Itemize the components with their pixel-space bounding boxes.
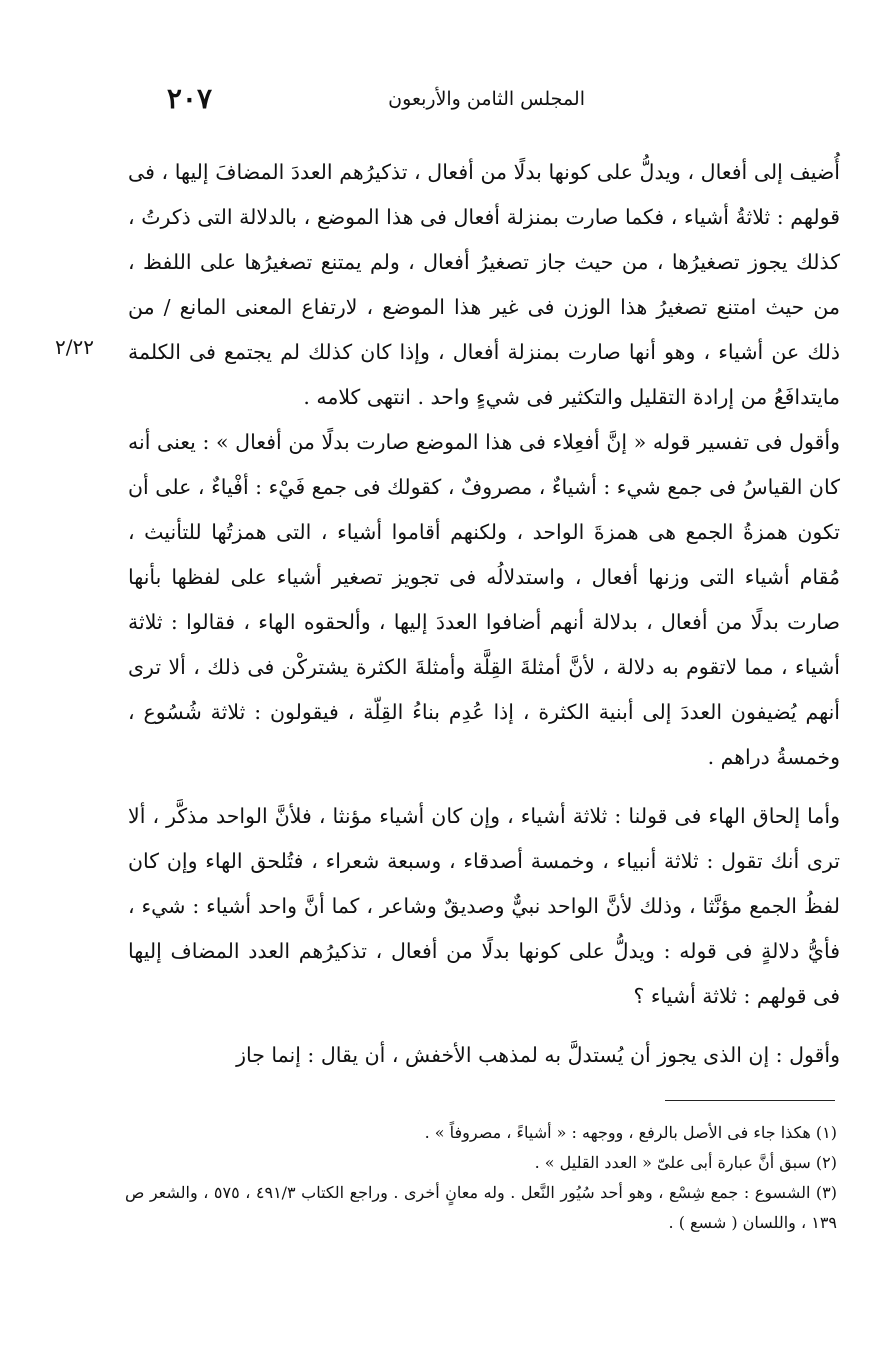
- footnote: (٢) سبق أنَّ عبارة أبى علىّ « العدد القليل » .: [534, 1153, 837, 1172]
- paragraph: وأقول : إن الذى يجوز أن يُستدلَّ به لمذهب الأخفش ، أن يقال : إنما جاز: [236, 1043, 840, 1067]
- paragraph: أُضيف إلى أفعال ، ويدلُّ على كونها بدلًا من أفعال ، تذكيرُهم العددَ المضافَ إليها ، فى قولهم : ثلاثةُ أشياء ، فكما صارت بمنزلة أفعال فى هذا الموضع ، بالدلالة التى ذكرتُ ، كذلك يجوز تصغيرُها ، من حيث جاز تصغيرُ أفعال ، ولم يمتنع تصغيرُها على اللفظ ، من حيث امتنع تصغيرُ هذا الوزن فى غير هذا الموضع ، لارتفاع المعنى المانع / من ذلك عن أشياء ، وهو أنها صارت بمنزلة أفعال ، وإذا كان كذلك لم يجتمع فى الكلمة مايتدافَعُ من إرادة التقليل والتكثير فى شيءٍ واحد . انتهى كلامه .: [128, 160, 840, 409]
- page-number: ٢٠٧: [166, 82, 212, 115]
- footnote-divider: [665, 1100, 835, 1101]
- paragraph: وأقول فى تفسير قوله « إنَّ أفعِلاء فى هذا الموضع صارت بدلًا من أفعال » : يعنى أنه كان القياسُ فى جمع شيء : أشياءٌ ، مصروفٌ ، كقولك فى جمع فَيْء : أفْياءٌ ، على أن تكون همزةُ الجمع هى همزةَ الواحد ، ولكنهم أقاموا أشياء ، التى همزتُها للتأنيث ، مُقام أشياء التى وزنها أفعال ، واستدلالُه فى تجويز تصغير أشياء على لفظها بأنها صارت بدلًا من أفعال ، بدلالة أنهم أضافوا العددَ إليها ، وألحقوه الهاء ، فقالوا : ثلاثة أشياء ، مما لاتقوم به دلالة ، لأنَّ أمثلةَ القِلَّة وأمثلةَ الكثرة يشتركْن فى ذلك ، ألا ترى أنهم يُضيفون العددَ إلى أبنية الكثرة ، إذا عُدِم بناءُ القِلّة ، فيقولون : ثلاثة شُسُوع ، وخمسةُ دراهم .: [128, 430, 840, 769]
- running-title: المجلس الثامن والأربعون: [388, 88, 585, 110]
- body-text: [128, 150, 840, 1078]
- page-header: [140, 82, 840, 126]
- footnote: (٣) الشسوع : جمع شِسْع ، وهو أحد سُيُور النَّعل . وله معانٍ أخرى . وراجع الكتاب ٤٩١/٣ ، ٥٧٥ ، والشعر ص ١٣٩ ، واللسان ( شسع ) .: [125, 1183, 837, 1232]
- footnotes: [125, 1118, 837, 1238]
- footnote: (١) هكذا جاء فى الأصل بالرفع ، ووجهه : « أشياءً ، مصروفاً » .: [424, 1123, 837, 1142]
- paragraph: وأما إلحاق الهاء فى قولنا : ثلاثة أشياء ، وإن كان أشياء مؤنثا ، فلأنَّ الواحد مذكَّر ، ألا ترى أنك تقول : ثلاثة أنبياء ، وخمسة أصدقاء ، وسبعة شعراء ، فتُلحق الهاء وإن كان لفظُ الجمع مؤنَّثا ، وذلك لأنَّ الواحد نبيٌّ وصديقٌ وشاعر ، كما أنَّ واحد أشياء : شيء ، فأيُّ دلالةٍ فى قوله : ويدلُّ على كونها بدلًا من أفعال ، تذكيرُهم العدد المضاف إليها فى قولهم : ثلاثة أشياء ؟: [128, 804, 840, 1008]
- margin-reference: ٢/٢٢: [55, 335, 94, 359]
